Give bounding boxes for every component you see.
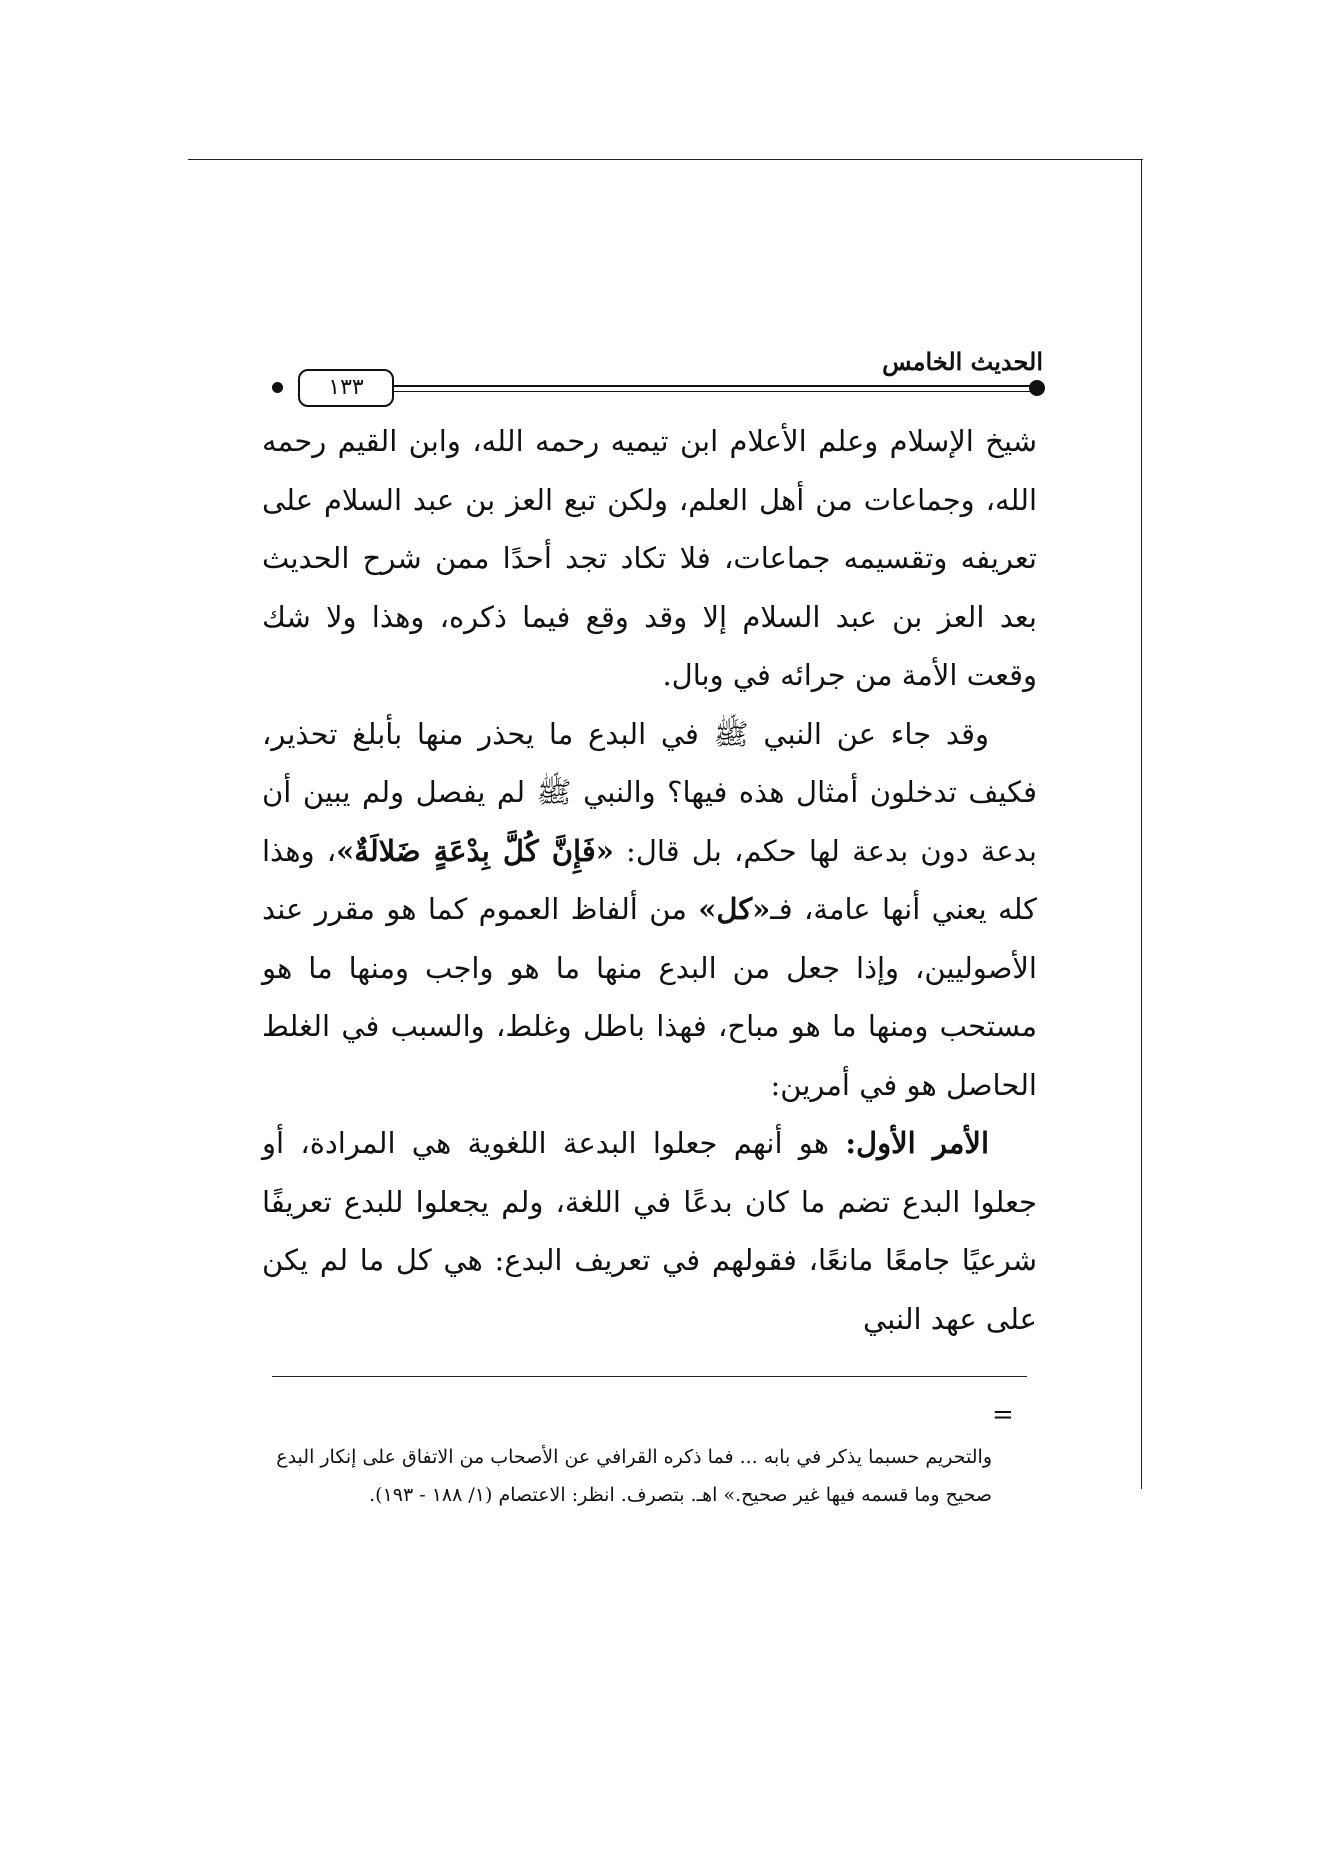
main-text: [262, 412, 1037, 1342]
paragraph-3-text: هو أنهم جعلوا البدعة اللغوية هي المرادة، أو جعلوا البدع تضم ما كان بدعًا في اللغة، ولم يجعلوا للبدع تعريفًا شرعيًا جامعًا مانعًا، فقولهم في تعريف البدع: هي كل ما لم يكن على عهد النبي: [262, 1126, 1037, 1336]
footnote-continuation-marker: =: [992, 1400, 1014, 1430]
footnote-line-2: صحيح وما قسمه فيها غير صحيح.» اهـ. بتصرف. انظر: الاعتصام (١/ ١٨٨ - ١٩٣).: [369, 1484, 992, 1506]
kul-word: «كل»: [698, 892, 771, 926]
first-matter-label: الأمر الأول:: [845, 1126, 990, 1160]
ornament-dot-right: [1029, 380, 1045, 396]
paragraph-2: [262, 705, 1037, 1115]
paragraph-1: شيخ الإسلام وعلم الأعلام ابن تيميه رحمه الله، وابن القيم رحمه الله، وجماعات من أهل العلم، ولكن تبع العز بن عبد السلام على تعريفه وتقسيمه جماعات، فلا تكاد تجد أحدًا ممن شرح الحديث بعد العز بن عبد السلام إلا وقد وقع فيما ذكره، وهذا ولا شك وقعت الأمة من جرائه في وبال.: [262, 424, 1037, 692]
footnote-block: [272, 1438, 992, 1514]
running-header: [268, 347, 1043, 405]
chapter-title: الحديث الخامس: [882, 347, 1043, 376]
footnote-line-1: والتحريم حسبما يذكر في بابه ... فما ذكره القرافي عن الأصحاب من الاتفاق على إنكار البدع: [276, 1446, 992, 1468]
ornament-dot-left: [272, 382, 283, 393]
footnote-separator: [272, 1376, 1027, 1377]
page-right-border: [1141, 159, 1142, 1489]
paragraph-2-end: من ألفاظ العموم كما هو مقرر عند الأصوليين، وإذا جعل من البدع منها ما هو واجب ومنها ما هو مستحب ومنها ما هو مباح، فهذا باطل وغلط، والسبب في الغلط الحاصل هو في أمرين:: [262, 892, 1037, 1102]
hadith-quote: «فَإِنَّ كُلَّ بِدْعَةٍ ضَلالَةٌ»: [336, 833, 614, 868]
header-ornament-line: [388, 385, 1033, 392]
paragraph-2-start: وقد جاء عن النبي ﷺ في البدع ما يحذر منها بأبلغ تحذير، فكيف تدخلون أمثال هذه فيها؟ والنبي ﷺ لم يفصل ولم يبين أن بدعة دون بدعة لها حكم، بل قال:: [262, 716, 1037, 868]
paragraph-2-mid: ، وهذا كله يعني أنها عامة، فـ: [262, 833, 1037, 926]
page-number: ١٣٣: [298, 369, 394, 407]
paragraph-3: [262, 1114, 1037, 1348]
page-top-border: [188, 159, 1143, 160]
